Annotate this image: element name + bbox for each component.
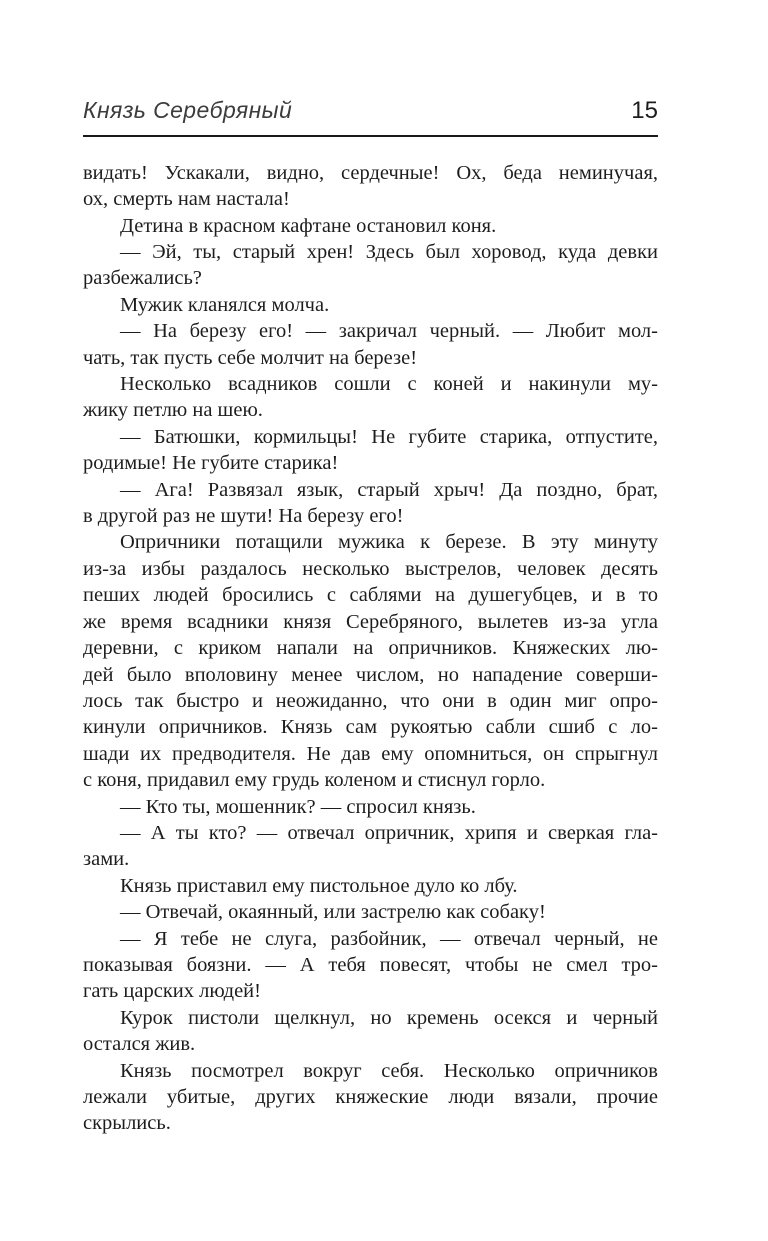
text-line: лежали убитые, других княжеские люди вязали, прочие <box>83 1086 658 1109</box>
paragraph <box>83 424 658 477</box>
paragraph <box>83 820 658 873</box>
text-line: Князь посмотрел вокруг себя. Несколько опричников <box>120 1059 658 1082</box>
text-line: скрылись. <box>83 1112 171 1135</box>
text-line: Детина в красном кафтане остановил коня. <box>120 214 497 237</box>
paragraph <box>83 926 658 1005</box>
text-line: Мужик кланялся молча. <box>120 293 330 316</box>
text-line: из-за избы раздалось несколько выстрелов, человек десять <box>83 557 658 580</box>
text-line: Курок пистоли щелкнул, но кремень осекся и черный <box>120 1006 658 1029</box>
text-line: пеших людей бросились с саблями на душегубцев, и в то <box>83 584 658 607</box>
text-line: зами. <box>83 848 130 871</box>
paragraph <box>83 292 658 318</box>
text-line: гать царских людей! <box>83 980 261 1003</box>
text-line: родимые! Не губите старика! <box>83 452 339 475</box>
paragraph <box>83 873 658 899</box>
text-line: разбежались? <box>83 267 202 290</box>
paragraph <box>83 318 658 371</box>
text-line: — Ага! Развязал язык, старый хрыч! Да поздно, брат, <box>120 478 658 501</box>
text-line: дей было вполовину менее числом, но нападение соверши- <box>83 663 658 686</box>
text-line: — А ты кто? — отвечал опричник, хрипя и сверкая гла- <box>120 821 658 844</box>
paragraph <box>83 371 658 424</box>
paragraph <box>83 213 658 239</box>
paragraph <box>83 794 658 820</box>
page-header <box>83 0 658 126</box>
text-line: — Эй, ты, старый хрен! Здесь был хоровод, куда девки <box>120 241 658 264</box>
text-line: чать, так пусть себе молчит на березе! <box>83 346 418 369</box>
text-line: Князь приставил ему пистольное дуло ко лбу. <box>120 874 518 897</box>
text-line: лось так быстро и неожиданно, что они в один миг опро- <box>83 689 658 712</box>
header-rule <box>83 135 658 137</box>
text-line: шади их предводителя. Не дав ему опомниться, он спрыгнул <box>83 742 658 765</box>
paragraph <box>83 1005 658 1058</box>
paragraph <box>83 477 658 530</box>
text-line: Несколько всадников сошли с коней и накинули му- <box>120 373 658 396</box>
text-line: же время всадники князя Серебряного, вылетев из-за угла <box>83 610 658 633</box>
text-line: — Кто ты, мошенник? — спросил князь. <box>120 795 476 818</box>
text-line: видать! Ускакали, видно, сердечные! Ох, беда неминучая, <box>83 161 658 184</box>
paragraph <box>83 899 658 925</box>
text-line: жику петлю на шею. <box>83 399 263 422</box>
text-line: с коня, придавил ему грудь коленом и стиснул горло. <box>83 769 546 792</box>
text-line: кинули опричников. Князь сам рукоятью сабли сшиб с ло- <box>83 716 658 739</box>
text-line: Опричники потащили мужика к березе. В эту минуту <box>120 531 658 554</box>
page-number: 15 <box>631 97 658 124</box>
text-line: — Отвечай, окаянный, или застрелю как собаку! <box>120 901 546 924</box>
running-title: Князь Серебряный <box>83 97 293 123</box>
paragraph <box>83 239 658 292</box>
paragraph <box>83 1058 658 1137</box>
text-line: ох, смерть нам настала! <box>83 188 290 211</box>
page-body <box>83 160 658 1137</box>
text-line: — На березу его! — закричал черный. — Любит мол- <box>120 320 658 343</box>
text-line: остался жив. <box>83 1033 196 1056</box>
paragraph <box>83 160 658 213</box>
text-line: деревни, с криком напали на опричников. Княжеских лю- <box>83 637 658 660</box>
paragraph <box>83 529 658 793</box>
text-line: — Я тебе не слуга, разбойник, — отвечал черный, не <box>120 927 658 950</box>
text-line: показывая боязни. — А тебя повесят, чтобы не смел тро- <box>83 953 658 976</box>
text-line: в другой раз не шути! На березу его! <box>83 505 404 528</box>
text-line: — Батюшки, кормильцы! Не губите старика, отпустите, <box>120 425 658 448</box>
